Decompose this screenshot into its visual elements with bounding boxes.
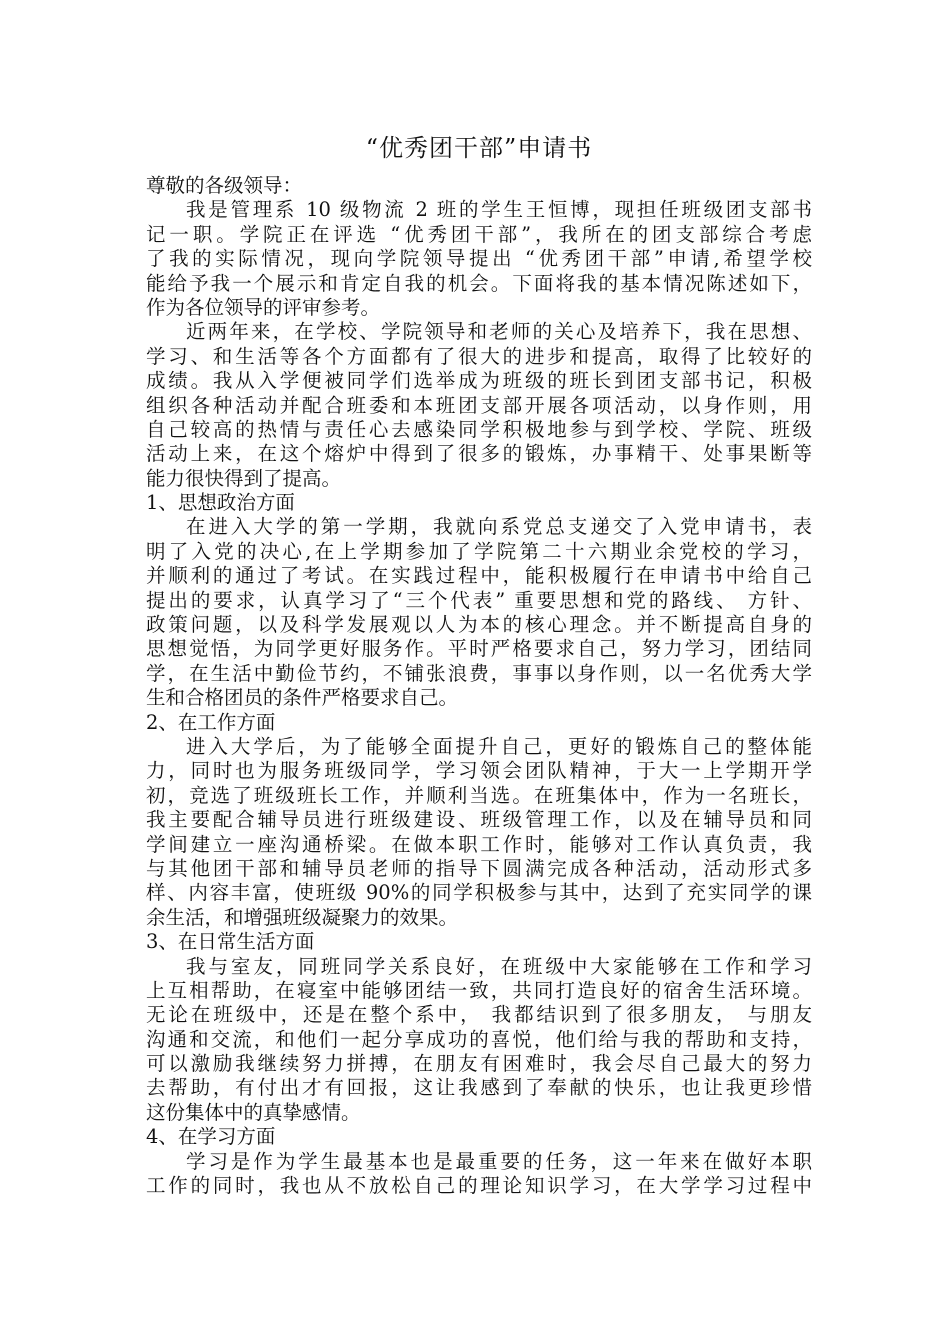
section-political [146, 491, 812, 711]
text-line: 学习是作为学生最基本也是最重要的任务，这一年来在做好本职 [186, 1149, 812, 1173]
text-line: 去帮助，有付出才有回报，这让我感到了奉献的快乐，也让我更珍惜 [146, 1076, 812, 1100]
intro-paragraph-1 [146, 198, 812, 320]
section-study [146, 1125, 812, 1198]
text-line: 提出的要求，认真学习了“三个代表” 重要思想和党的路线、 方针、 [146, 588, 812, 612]
text-line: 这份集体中的真挚感情。 [146, 1100, 361, 1124]
text-line: 工作的同时，我也从不放松自己的理论知识学习，在大学学习过程中 [146, 1174, 812, 1198]
text-line: 样、内容丰富，使班级 90%的同学积极参与其中，达到了充实同学的课 [146, 881, 812, 905]
document-title: “优秀团干部”申请书 [365, 134, 593, 162]
text-line: 我主要配合辅导员进行班级建设、班级管理工作，以及在辅导员和同 [146, 808, 812, 832]
section-heading: 1、思想政治方面 [146, 491, 295, 515]
intro-paragraph-2 [146, 320, 812, 491]
text-line: 成绩。我从入学便被同学们选举成为班级的班长到团支部书记，积极 [146, 369, 812, 393]
section-work [146, 711, 812, 931]
text-line: 学习、和生活等各个方面都有了很大的进步和提高，取得了比较好的 [146, 344, 812, 368]
section-heading: 4、在学习方面 [146, 1125, 276, 1149]
text-line: 作为各位领导的评审参考。 [146, 295, 381, 319]
text-line: 能给予我一个展示和肯定自我的机会。下面将我的基本情况陈述如下， [146, 271, 812, 295]
text-line: 并顺利的通过了考试。在实践过程中，能积极履行在申请书中给自己 [146, 564, 812, 588]
text-line: 沟通和交流，和他们一起分享成功的喜悦，他们给与我的帮助和支持， [146, 1027, 812, 1051]
text-line: 能力很快得到了提高。 [146, 466, 342, 490]
text-line: 政策问题，以及科学发展观以人为本的核心理念。并不断提高自身的 [146, 613, 812, 637]
text-line: 近两年来，在学校、学院领导和老师的关心及培养下，我在思想、 [186, 320, 812, 344]
text-line: 生和合格团员的条件严格要求自己。 [146, 686, 459, 710]
text-line: 学，在生活中勤俭节约，不铺张浪费，事事以身作则，以一名优秀大学 [146, 661, 812, 685]
text-line: 初，竞选了班级班长工作，并顺利当选。在班集体中，作为一名班长， [146, 783, 812, 807]
text-line: 明了入党的决心,在上学期参加了学院第二十六期业余党校的学习， [146, 539, 812, 563]
text-line: 力，同时也为服务班级同学，学习领会团队精神，于大一上学期开学 [146, 759, 812, 783]
section-daily-life [146, 930, 812, 1125]
section-heading: 2、在工作方面 [146, 710, 276, 734]
text-line: 在进入大学的第一学期，我就向系党总支递交了入党申请书，表 [186, 515, 812, 539]
document-page [146, 128, 812, 1198]
text-line: 记一职。学院正在评选 “优秀团干部”，我所在的团支部综合考虑 [146, 222, 812, 246]
text-line: 我是管理系 10 级物流 2 班的学生王恒博，现担任班级团支部书 [186, 198, 812, 222]
text-line: 我与室友，同班同学关系良好，在班级中大家能够在工作和学习 [186, 954, 812, 978]
text-line: 进入大学后，为了能够全面提升自己，更好的锻炼自己的整体能 [186, 734, 812, 758]
text-line: 无论在班级中，还是在整个系中， 我都结识到了很多朋友， 与朋友 [146, 1003, 812, 1027]
text-line: 与其他团干部和辅导员老师的指导下圆满完成各种活动，活动形式多 [146, 856, 812, 880]
section-heading: 3、在日常生活方面 [146, 930, 315, 954]
salutation: 尊敬的各级领导： [146, 174, 303, 197]
text-line: 了我的实际情况，现向学院领导提出 “优秀团干部”申请,希望学校 [146, 247, 812, 271]
text-line: 组织各种活动并配合班委和本班团支部开展各项活动，以身作则，用 [146, 393, 812, 417]
text-line: 余生活，和增强班级凝聚力的效果。 [146, 905, 459, 929]
text-line: 可以激励我继续努力拼搏，在朋友有困难时，我会尽自己最大的努力 [146, 1052, 812, 1076]
text-line: 上互相帮助，在寝室中能够团结一致，共同打造良好的宿舍生活环境。 [146, 978, 812, 1002]
text-line: 思想觉悟，为同学更好服务作。平时严格要求自己，努力学习，团结同 [146, 637, 812, 661]
text-line: 自己较高的热情与责任心去感染同学积极地参与到学校、学院、班级 [146, 417, 812, 441]
text-line: 学间建立一座沟通桥梁。在做本职工作时，能够对工作认真负责，我 [146, 832, 812, 856]
text-line: 活动上来，在这个熔炉中得到了很多的锻炼，办事精干、处事果断等 [146, 442, 812, 466]
